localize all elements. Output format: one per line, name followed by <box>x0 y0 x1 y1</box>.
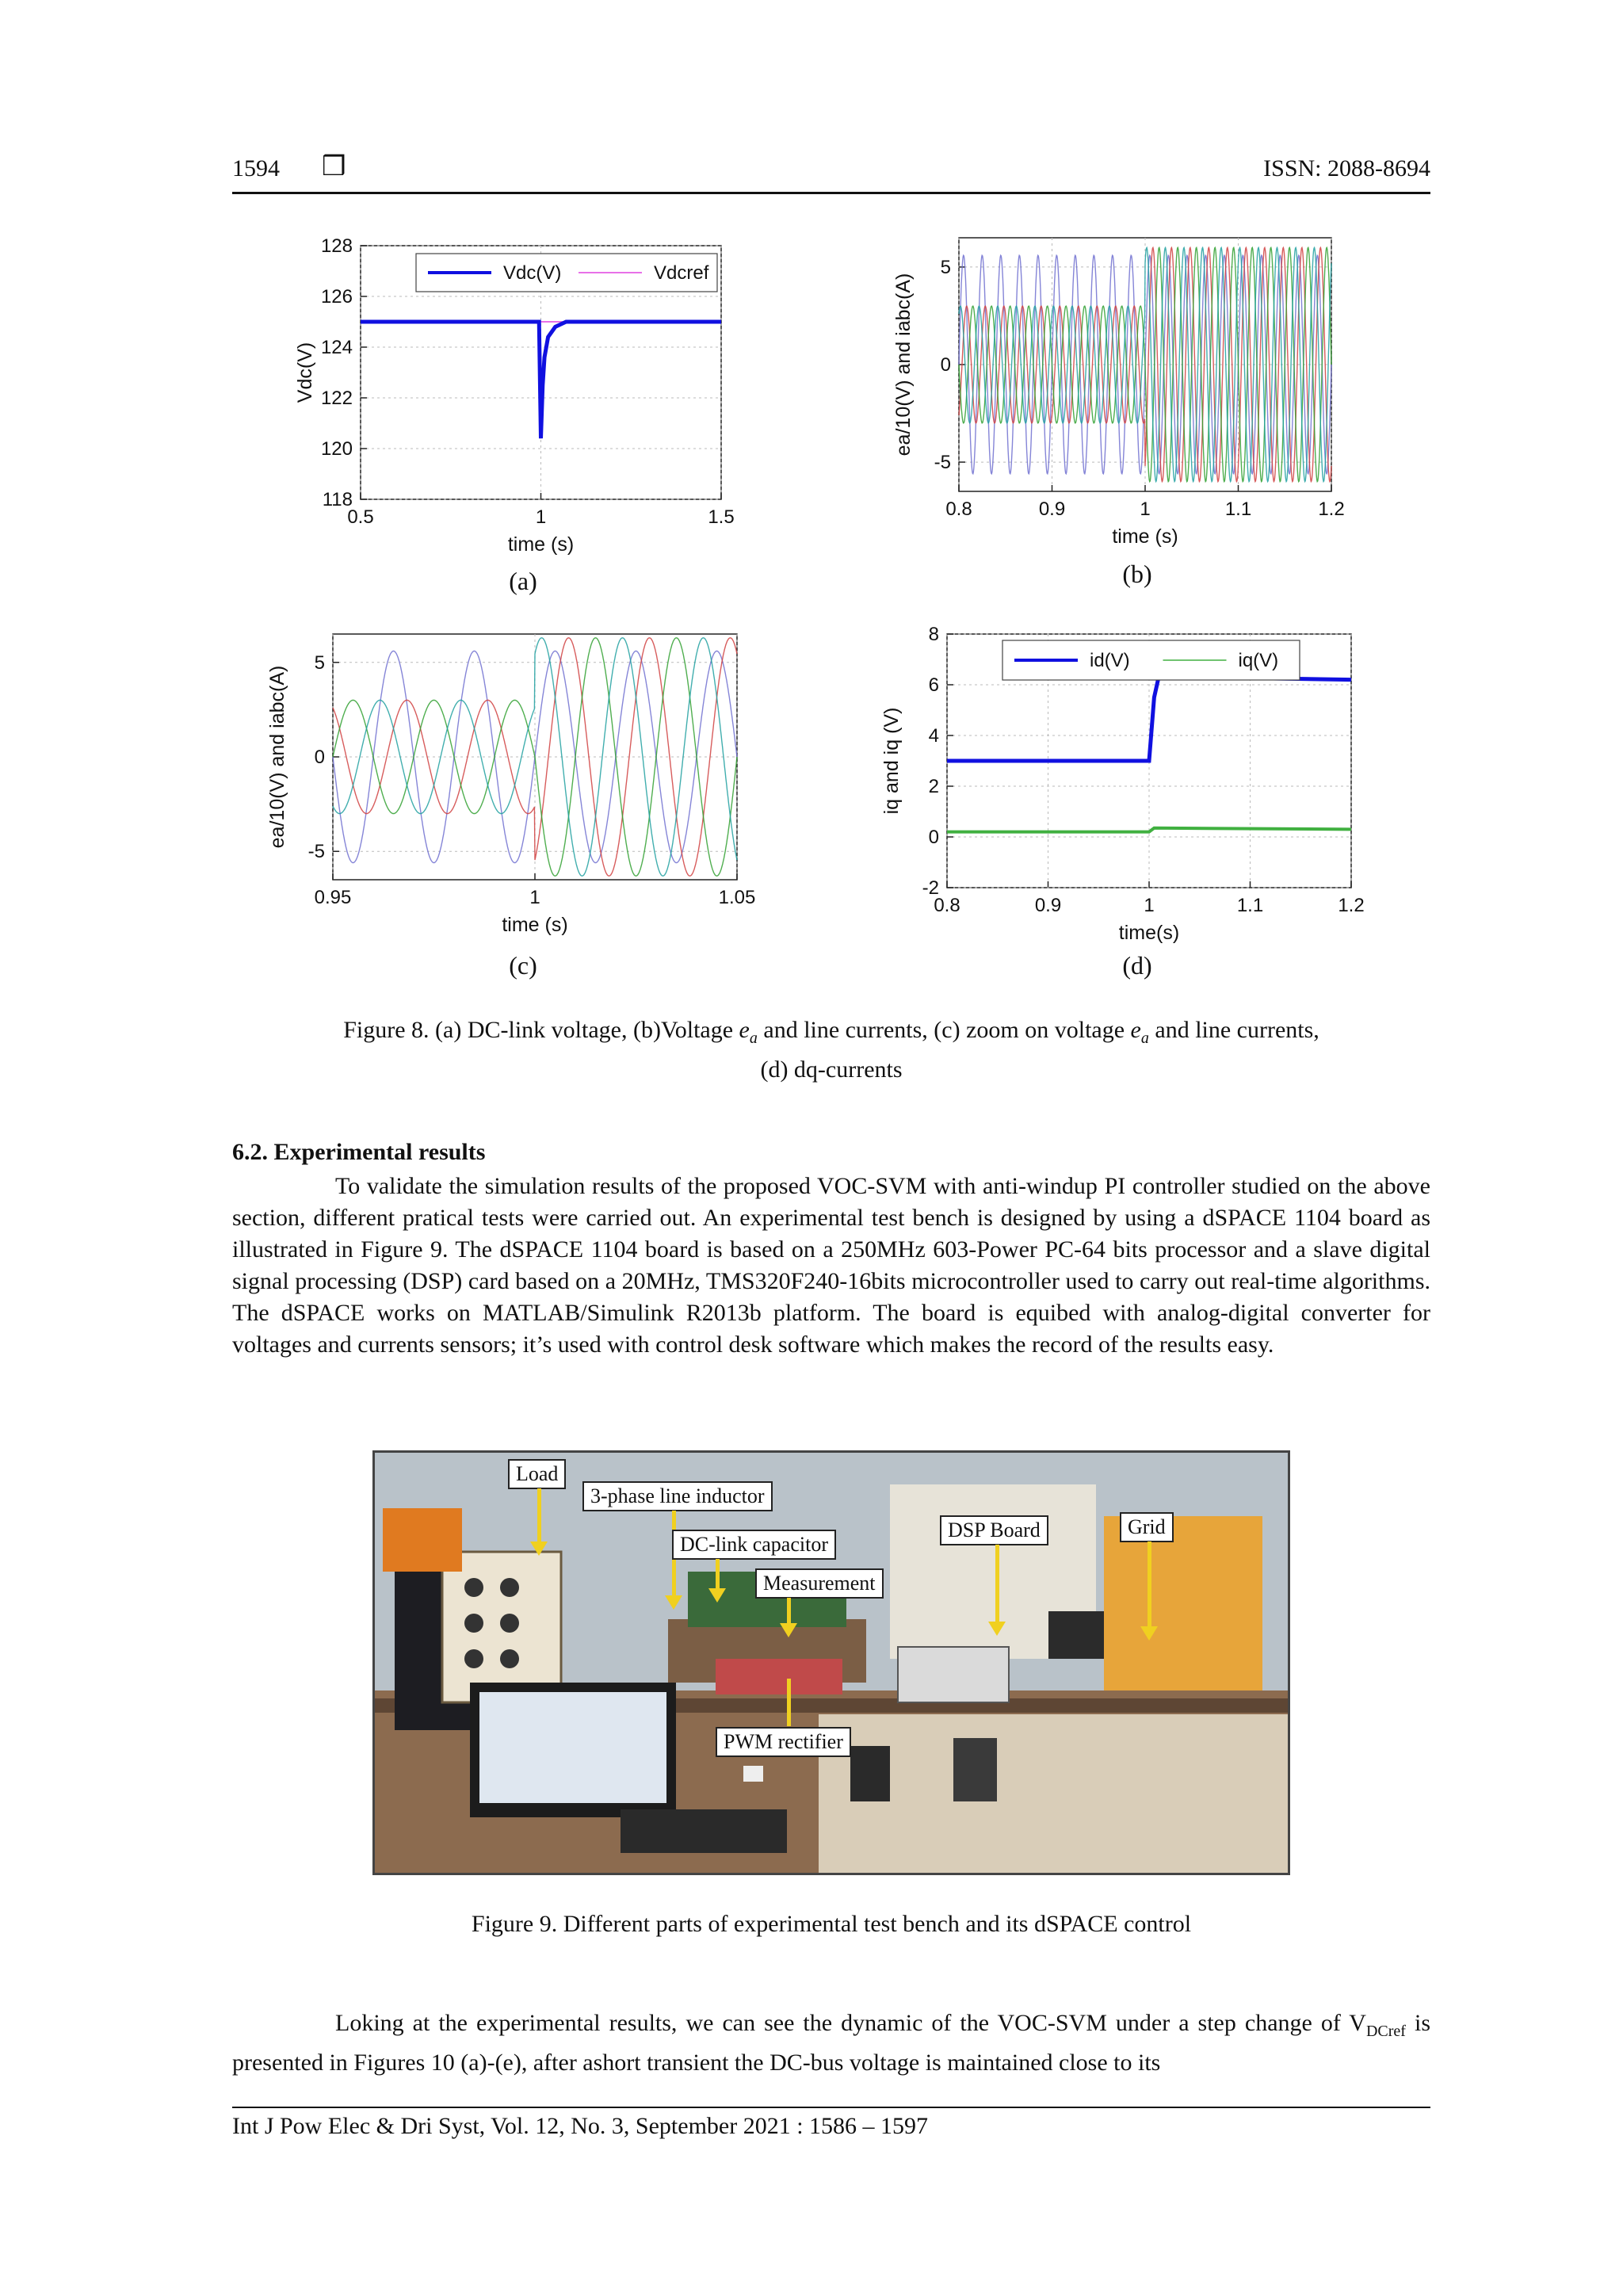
y-tick-label: -5 <box>934 452 951 474</box>
arrowhead-measurement <box>780 1623 797 1637</box>
figure8-caption <box>232 1014 1430 1086</box>
figure8-label-a: (a) <box>509 567 537 595</box>
section-paragraph: To validate the simulation results of the proposed VOC-SVM with anti-windup PI controller studied on the above section, different pratical tests were carried out. An experimental test bench is designed by using a dSPACE 1104 board as illustrated in Figure 9. The dSPACE 1104 board is based on a 250MHz 603-Power PC-64 bits processor and a slave digital signal processing (DSP) card based on a 20MHz, TMS320F240-16bits microcontroller used to carry out real-time algorithms. The dSPACE works on MATLAB/Simulink R2013b platform. The board is equibed with analog-digital converter for voltages and currents sensors; it’s used with control desk software which makes the record of the results easy. <box>232 1173 1430 1358</box>
x-axis-label: time (s) <box>502 914 568 936</box>
chart-a <box>277 230 753 579</box>
figure8-panel-c <box>266 626 761 963</box>
y-tick-label: 120 <box>320 438 353 460</box>
y-axis-label: ea/10(V) and iabc(A) <box>892 273 915 457</box>
legend-label: Vdc(V) <box>503 262 562 284</box>
x-tick-label: 1.2 <box>1338 895 1365 916</box>
legend-label: iq(V) <box>1238 650 1279 671</box>
footer-rule <box>232 2107 1430 2108</box>
legend-label: id(V) <box>1090 650 1130 671</box>
figure8-caption-line1: Figure 8. (a) DC-link voltage, (b)Voltage $e_a$ and line currents, (c) zoom on voltage $e_a$ and line currents, <box>343 1017 1319 1047</box>
figure8-panel-d <box>872 618 1379 963</box>
figure8-panel-a <box>277 230 753 583</box>
y-tick-label: 8 <box>928 624 939 645</box>
figure8-label-c: (c) <box>509 951 537 980</box>
callout-pwm-rectifier: PWM rectifier <box>716 1727 851 1757</box>
header-rule <box>232 192 1430 194</box>
y-tick-label: 126 <box>320 286 353 308</box>
chart-b <box>892 230 1371 563</box>
y-tick-label: 124 <box>320 337 353 358</box>
arrowhead-dsp-board <box>988 1622 1006 1636</box>
chart-c <box>266 626 761 959</box>
issn: ISSN: 2088-8694 <box>1263 155 1430 181</box>
arrowhead-load <box>530 1541 548 1556</box>
y-tick-label: 0 <box>940 354 951 376</box>
x-tick-label: 1 <box>1144 895 1155 916</box>
y-tick-label: 118 <box>322 489 353 510</box>
y-axis-label: iq and iq (V) <box>880 707 903 815</box>
callout-grid: Grid <box>1120 1512 1174 1542</box>
x-tick-label: 1.5 <box>708 506 735 528</box>
arrowhead-inductor <box>665 1595 682 1610</box>
figure8-label-d: (d) <box>1122 951 1152 980</box>
x-tick-label: 1.2 <box>1318 499 1345 520</box>
y-tick-label: 0 <box>314 747 325 768</box>
arrow-pwm-rectifier <box>787 1679 791 1726</box>
x-tick-label: 0.8 <box>945 499 972 520</box>
y-tick-label: 6 <box>928 674 939 696</box>
x-tick-label: 0.9 <box>1038 499 1066 520</box>
figure9-caption: Figure 9. Different parts of experimental test bench and its dSPACE control <box>471 1911 1192 1937</box>
y-tick-label: 5 <box>940 256 951 278</box>
x-axis-label: time (s) <box>507 533 575 556</box>
figure8-caption-line2: (d) dq-currents <box>760 1056 903 1083</box>
y-tick-label: -2 <box>922 877 939 899</box>
closing-paragraph: Loking at the experimental results, we can see the dynamic of the VOC-SVM under a step change of $V_{DCref}$ is presented in Figures 10 (a)-(e), after ashort transient the DC-bus voltage is maintained close to its <box>232 2010 1430 2076</box>
callout-dsp-board: DSP Board <box>940 1515 1048 1545</box>
page-number: 1594 <box>232 155 280 181</box>
x-tick-label: 0.5 <box>347 506 374 528</box>
arrow-capacitor <box>716 1559 720 1591</box>
figure8-panel-b <box>892 230 1371 567</box>
x-tick-label: 1 <box>1140 499 1151 520</box>
y-axis-label: ea/10(V) and iabc(A) <box>266 665 288 849</box>
callout-inductor: 3-phase line inductor <box>582 1481 773 1511</box>
y-tick-label: -5 <box>307 841 325 863</box>
arrow-dsp-board <box>995 1545 999 1624</box>
x-tick-label: 0.95 <box>314 887 352 908</box>
callout-capacitor: DC-link capacitor <box>672 1530 836 1560</box>
arrowhead-grid <box>1140 1626 1158 1641</box>
x-tick-label: 1 <box>529 887 540 908</box>
y-tick-label: 122 <box>320 388 353 409</box>
x-tick-label: 1 <box>535 506 547 528</box>
legend-label: Vdcref <box>654 262 709 284</box>
x-tick-label: 1.1 <box>1236 895 1264 916</box>
footer-citation: Int J Pow Elec & Dri Syst, Vol. 12, No. 3, September 2021 : 1586 – 1597 <box>232 2113 929 2139</box>
journal-symbol-icon: ❒ <box>322 152 346 181</box>
chart-d <box>872 618 1379 959</box>
x-axis-label: time (s) <box>1112 525 1178 548</box>
x-tick-label: 1.1 <box>1224 499 1252 520</box>
section-heading: 6.2. Experimental results <box>232 1139 486 1165</box>
x-tick-label: 0.9 <box>1034 895 1062 916</box>
figure8-label-b: (b) <box>1122 560 1152 588</box>
x-tick-label: 0.8 <box>934 895 960 916</box>
arrow-grid <box>1148 1541 1151 1629</box>
callout-measurement: Measurement <box>755 1568 884 1599</box>
y-tick-label: 128 <box>320 235 353 257</box>
x-tick-label: 1.05 <box>718 887 756 908</box>
callout-load: Load <box>508 1459 566 1489</box>
arrow-measurement <box>787 1598 791 1626</box>
y-tick-label: 0 <box>928 827 939 848</box>
y-tick-label: 5 <box>314 651 325 674</box>
test-bench-photo <box>372 1450 1290 1875</box>
arrow-load <box>537 1488 541 1544</box>
arrowhead-capacitor <box>708 1588 726 1603</box>
y-tick-label: 2 <box>928 776 939 797</box>
x-axis-label: time(s) <box>1118 922 1180 944</box>
y-tick-label: 4 <box>928 725 939 747</box>
y-axis-label: Vdc(V) <box>294 342 316 403</box>
